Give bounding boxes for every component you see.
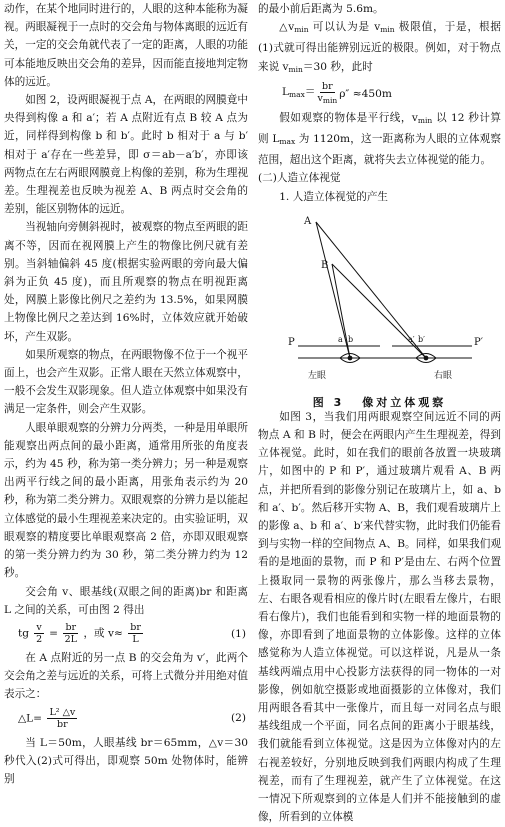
equation-number: (2) — [230, 712, 246, 725]
section-heading: (二)人造立体视觉 — [258, 172, 341, 185]
right-eye-label: 右眼 — [434, 370, 453, 381]
paragraph: 如图 2，设两眼凝视于点 A，在两眼的网膜竟中央得到构像 a 和 a′；若 A 点附近有点 B 较 A 点为近，同样得到构像 b 和 b′。此时 b 相对于 a 与 b′相对于 a′存在一些差异，即 σ＝ab－a′b′，亦即该两物点在左右两眼网膜竟上构像的差别，称为生理视差。生理视差也反映为视差 A、B 两点时交会角的差别，能区别物体的远近。 — [4, 94, 248, 216]
point-a-label: A — [304, 215, 312, 227]
equation-1: tg $\frac{v}{2}$ = $\frac{br}{2L}$ ，或 v≈ $\frac{br}{L}$ (1) — [18, 622, 246, 646]
figure-3 — [258, 208, 501, 408]
paragraph: 交会角 v、眼基线(双眼之间的距离)br 和距离 L 之间的关系，可由图 2 得出 — [4, 585, 248, 616]
equation-number: (1) — [230, 627, 246, 640]
paragraph: 当视轴向旁侧斜视时，被观察的物点至两眼的距离不等，因而在视网膜上产生的物像比例尺就有差别。当斜轴偏斜 45 度(根据实验两眼的旁向最大偏斜为正负 45 度)，而且所观察的物点在明视距离处，网膜上影像比例尺之差约为 13.5%，如果网膜上物像比例尺之差达到 16%时，立体效应就开始破坏，产生双影。 — [4, 221, 248, 343]
left-column — [4, 0, 248, 788]
figure-caption: 图 3 像对立体观察 — [312, 396, 447, 410]
paragraph: 如图 3，当我们用两眼观察空间远近不同的两物点 A 和 B 时，便会在两眼内产生生理视差，得到立体视觉。此时，如在我们的眼前各放置一块玻璃片，如图中的 P 和 P′，通过玻璃片观看 A、B 两点，并把所看到的影像分别记在玻璃片上，如 a、b 和 a′、b′。然后移开实物 A、B，我们观看玻璃片上的影像 a、b 和 a′、b′来代替实物，此时我们仍能看到与实物一样的空间物点 A、B。同样，如果我们观看的是地面的景物，而 P 和 P′是由左、右两个位置上摄取同一景物的两张像片，那么当移去景物，左、右眼各观看相应的像片时(左眼看左像片，右眼看右像片)，我们也能看到和实物一样的地面景物的像，亦即看到了地面景物的立体影像。这样的立体感觉称为人造立体视觉。可以这样说，凡是从一条基线两端点用中心投影方法获得的同一物体的一对影像，例如航空摄影或地面摄影的立体像对，我们用两眼各看其中一张像片，而且每一对同名点与眼基线组成一个平面，同名点间的距离小于眼基线，我们就能看到立体视觉。这是因为立体像对内的左右视差较好，分别地反映到我们两眼内构成了生理视差，而有了生理视差，就产生了立体视觉。在这一情况下所观察到的立体是人们并不能接触到的虚像，所看到的立体模 — [258, 410, 501, 824]
plate-pp-label: P′ — [474, 336, 483, 348]
left-eye-label: 左眼 — [308, 370, 327, 381]
image-bp-label: b′ — [418, 334, 425, 344]
stereo-pair-diagram — [258, 208, 501, 388]
paragraph: 假如观察的物体是平行线，$v_{min}$ 以 12 秒计算则 $L_{max}$ 为 1120m，这一距离称为人眼的立体观察范围，超出这个距离，就将失去立体视觉的能力。 — [258, 111, 501, 167]
paragraph: 当 L＝50m，人眼基线 br＝65mm，△v＝30 秒代入(2)式可得出，即观察 50m 处物体时，能辨别 — [4, 736, 248, 785]
paragraph: 人眼单眼观察的分辨力分两类，一种是用单眼所能观察出两点间的最小距离，通常用所张的角度表示，约为 45 秒，称为第一类分辨力；另一种是观察出两平行线之间的最小距离，用张角表示约为 20 秒，称为第二类分辨力。双眼观察的分辨力是以能起立体感觉的最小生理视差来决定的。由实验证明，双眼观察的精度要比单眼观察高 2 倍，亦即双眼观察的第一类分辨力约为 30 秒，第二类分辨力约为 12 秒。 — [4, 421, 248, 580]
paragraph: 如果所观察的物点，在两眼物像不位于一个视平面上，也会产生双影。正常人眼在天然立体观察中，一般不会发生双影现象。但人造立体观察中如果没有满足一定条件，则会产生双影。 — [4, 348, 248, 416]
image-a-label: a — [338, 334, 343, 344]
image-ap-label: a′ — [408, 334, 415, 344]
subsection-heading: 1. 人造立体视觉的产生 — [279, 190, 389, 203]
right-column — [258, 0, 501, 827]
paragraph: 的最小前后距离为 5.6m。 — [258, 3, 384, 15]
image-b-label: b — [348, 334, 354, 344]
paragraph: $\triangle v_{min}$ 可以认为是 $v_{min}$ 极限值，于是，根据(1)式就可得出能辨别远近的极限。例如，对于物点来说 $v_{min}=30$ 秒，此时 — [258, 21, 501, 74]
equation-3: $L_{max}=$ $\frac{br}{v_{min}}$ ρ″ ≈450m — [282, 81, 392, 106]
paragraph: 动作，在某个地同时进行的，人眼的这种本能称为凝视。两眼凝视于一点时的交会角与物体离眼的远近有关，一定的交会角就代表了一定的距离，人眼的功能可本能地反映出交会角的差异，因而能直接地判定物体的远近。 — [4, 3, 248, 88]
paragraph: 在 A 点附近的另一点 B 的交会角为 v′，此两个交会角之差与远近的关系，可将上式微分并用绝对值表示之： — [4, 651, 248, 701]
point-b-label: B — [321, 259, 329, 271]
equation-2: △L= $\frac{\text{L² △v}}{br}$ (2) — [18, 707, 246, 731]
plate-p-label: P — [288, 336, 295, 348]
